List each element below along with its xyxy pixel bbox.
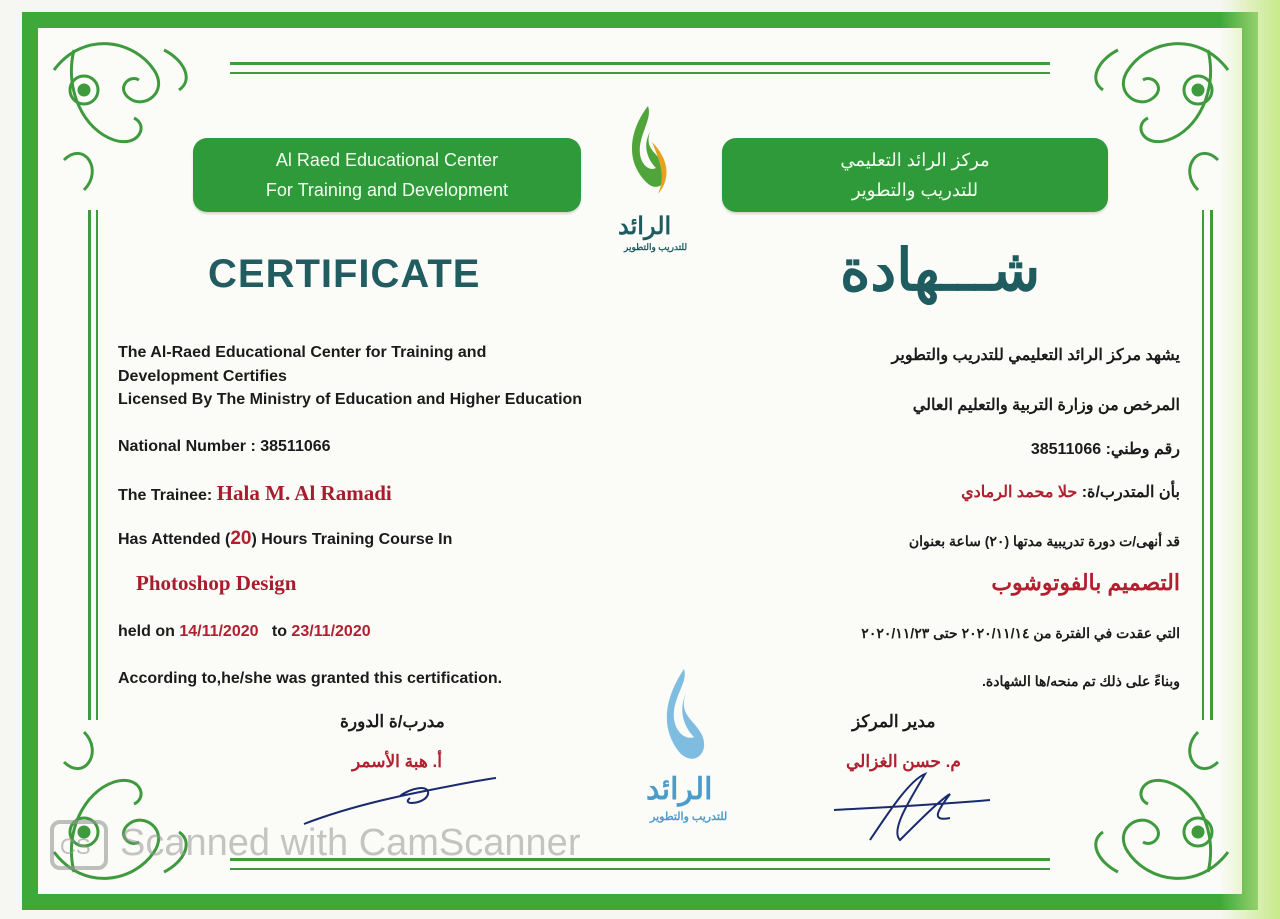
trainer-name: أ. هبة الأسمر xyxy=(352,752,442,771)
left-rule-thin xyxy=(96,210,98,720)
en-closing: According to,he/she was granted this certification. xyxy=(118,670,503,687)
director-name: م. حسن الغزالي xyxy=(846,752,961,771)
national-number-value: 38511066 xyxy=(260,438,331,455)
banner-en-line1: Al Raed Educational Center xyxy=(275,150,499,170)
camscanner-watermark: Scanned with CamScanner xyxy=(120,822,581,864)
right-rule xyxy=(1210,210,1213,720)
hours-value: 20 xyxy=(230,528,252,549)
to-label: to xyxy=(271,623,292,640)
trainee-label: The Trainee: xyxy=(118,487,217,504)
ar-attended: قد أنهى/ت دورة تدريبية مدتها (٢٠) ساعة بعنوان xyxy=(908,533,1180,549)
bottom-rule-thin xyxy=(230,868,1050,870)
en-held-row xyxy=(118,621,371,643)
logo-subtitle: للتدريب والتطوير xyxy=(624,242,688,252)
director-signature xyxy=(830,770,1000,845)
banner-arabic xyxy=(722,138,1108,212)
top-rule xyxy=(230,62,1050,65)
ar-national-number: رقم وطني: 38511066 xyxy=(1030,441,1180,458)
banner-ar-line2: للتدريب والتطوير xyxy=(851,180,979,200)
camscanner-logo-icon xyxy=(50,820,108,870)
ar-closing: وبناءً على ذلك تم منحه/ها الشهادة. xyxy=(982,673,1180,689)
bottom-logo-subtitle: للتدريب والتطوير xyxy=(650,811,728,823)
en-national-number-row xyxy=(118,436,331,458)
attended-suffix: ) Hours Training Course In xyxy=(251,531,453,548)
corner-ornament-bottom-right xyxy=(1068,722,1238,892)
national-number-label: National Number : xyxy=(118,438,261,455)
top-rule-thin xyxy=(230,72,1050,74)
en-intro-line1: The Al-Raed Educational Center for Training and xyxy=(118,344,487,361)
logo-name: الرائد xyxy=(618,213,672,240)
en-trainee-row xyxy=(118,482,392,507)
ar-held: التي عقدت في الفترة من ٢٠٢٠/١١/١٤ حتى ٢٠٢٠/١١/٢٣ xyxy=(861,625,1180,641)
flame-logo-icon xyxy=(618,102,678,212)
banner-en-line2: For Training and Development xyxy=(265,180,509,200)
course-name-en: Photoshop Design xyxy=(136,571,297,595)
ar-trainee-label: بأن المتدرب/ة: xyxy=(1077,484,1180,501)
trainee-name-en: Hala M. Al Ramadi xyxy=(216,481,392,505)
certificate-title-en: CERTIFICATE xyxy=(208,252,481,296)
start-date: 14/11/2020 xyxy=(179,623,259,640)
ar-intro-line1: يشهد مركز الرائد التعليمي للتدريب والتطوير xyxy=(891,347,1180,364)
held-label: held on xyxy=(118,623,180,640)
end-date: 23/11/2020 xyxy=(291,623,371,640)
trainee-name-ar: حلا محمد الرمادي xyxy=(961,484,1078,501)
banner-ar-line1: مركز الرائد التعليمي xyxy=(840,150,990,170)
corner-ornament-top-left xyxy=(44,30,214,200)
director-title: مدير المركز xyxy=(852,712,936,731)
ar-intro-line2: المرخص من وزارة التربية والتعليم العالي xyxy=(912,397,1180,414)
certificate-title-ar: شـــهادة xyxy=(840,238,1041,303)
trainer-title: مدرب/ة الدورة xyxy=(340,712,445,731)
attended-prefix: Has Attended ( xyxy=(118,531,231,548)
course-name-ar: التصميم بالفوتوشوب xyxy=(991,570,1180,595)
left-rule xyxy=(88,210,91,720)
right-rule-thin xyxy=(1202,210,1204,720)
trainer-signature xyxy=(300,770,500,830)
ar-trainee-row xyxy=(961,482,1180,504)
banner-english xyxy=(193,138,581,212)
en-attended-row xyxy=(118,528,452,551)
en-intro-line2: Development Certifies xyxy=(118,368,287,385)
svg-text:CS: CS xyxy=(60,834,91,859)
bottom-logo-name: الرائد xyxy=(646,773,713,806)
en-intro-line3: Licensed By The Ministry of Education and Higher Education xyxy=(118,391,583,408)
bottom-flame-logo-icon xyxy=(650,665,720,775)
